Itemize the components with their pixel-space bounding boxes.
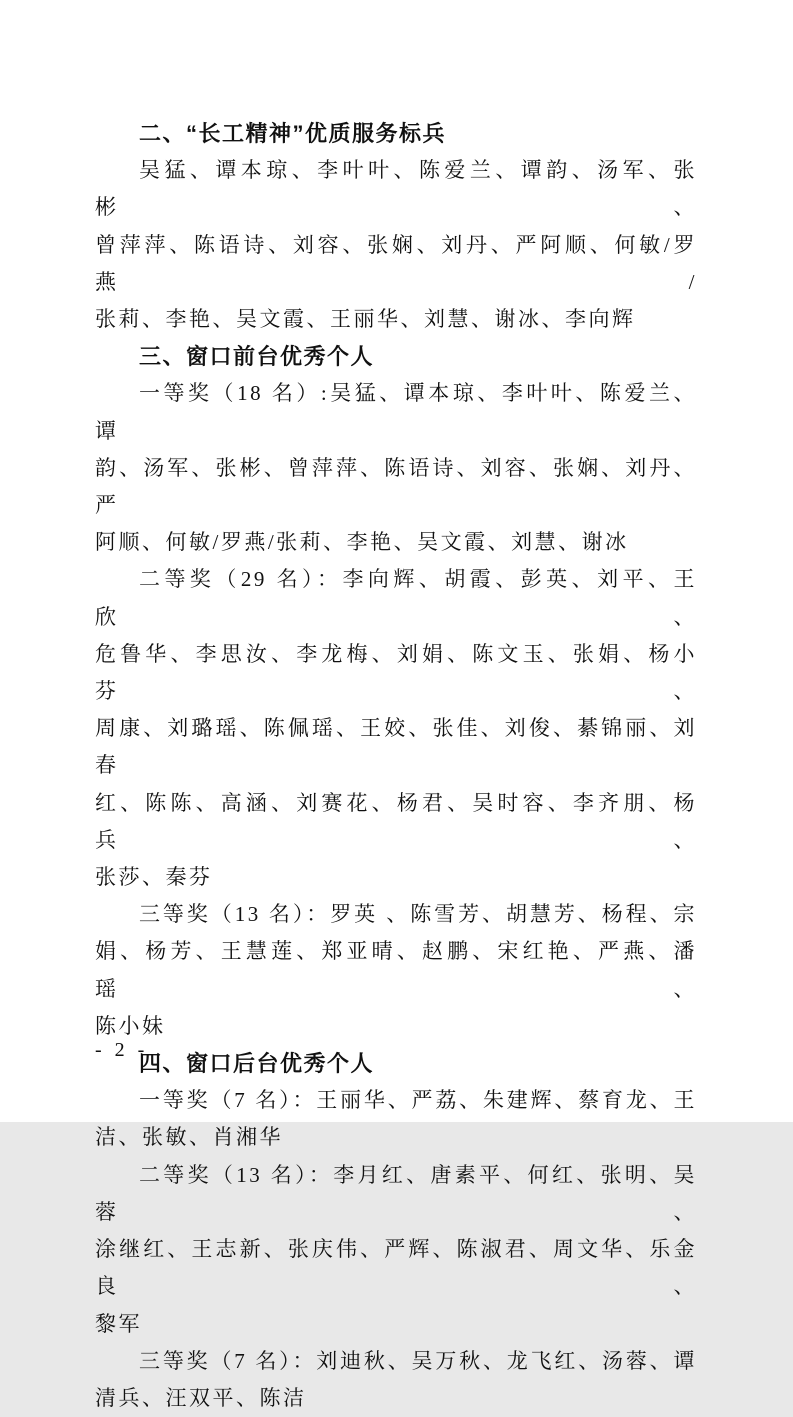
paragraph <box>95 1157 697 1343</box>
text-line: 黎军 <box>95 1311 142 1336</box>
paragraph <box>95 896 697 1045</box>
text-line: 周康、刘璐瑶、陈佩瑶、王姣、张佳、刘俊、綦锦丽、刘春 <box>95 716 697 778</box>
text-line: 三等奖（13 名）：罗英 、陈雪芳、胡慧芳、杨程、宗 <box>139 902 697 927</box>
paragraph <box>95 1343 697 1417</box>
text-line: 张莎、秦芬 <box>95 865 213 890</box>
text-line: 洁、张敏、肖湘华 <box>95 1125 283 1150</box>
paragraph <box>95 152 697 338</box>
text-line: 危鲁华、李思汝、李龙梅、刘娟、陈文玉、张娟、杨小芬、 <box>95 641 697 704</box>
text-line: 吴猛、谭本琼、李叶叶、陈爱兰、谭韵、汤军、张彬、 <box>95 158 697 220</box>
text-line: 曾萍萍、陈语诗、刘容、张娴、刘丹、严阿顺、何敏/罗燕/ <box>95 232 697 294</box>
paragraph <box>95 1082 697 1156</box>
text-line: 二等奖（13 名）：李月红、唐素平、何红、张明、吴蓉、 <box>95 1162 697 1224</box>
text-line: 清兵、汪双平、陈洁 <box>95 1385 307 1410</box>
document-body <box>95 115 697 1417</box>
section <box>95 1045 697 1417</box>
text-line: 二等奖（29 名）：李向辉、胡霞、彭英、刘平、王欣、 <box>95 567 697 629</box>
text-line: 陈小妹 <box>95 1013 166 1038</box>
text-line: 一等奖（7 名）：王丽华、严荔、朱建辉、蔡育龙、王 <box>139 1088 697 1113</box>
text-line: 阿顺、何敏/罗燕/张莉、李艳、吴文霞、刘慧、谢冰 <box>95 530 629 555</box>
text-line: 韵、汤军、张彬、曾萍萍、陈语诗、刘容、张娴、刘丹、严 <box>95 455 697 518</box>
section <box>95 115 697 338</box>
section <box>95 338 697 1045</box>
text-line: 三等奖（7 名）：刘迪秋、吴万秋、龙飞红、汤蓉、谭 <box>139 1348 697 1373</box>
text-line: 红、陈陈、高涵、刘赛花、杨君、吴时容、李齐朋、杨兵、 <box>95 790 697 852</box>
text-line: 张莉、李艳、吴文霞、王丽华、刘慧、谢冰、李向辉 <box>95 307 636 332</box>
text-line: 一等奖（18 名）:吴猛、谭本琼、李叶叶、陈爱兰、谭 <box>95 381 697 443</box>
section-heading: 四、窗口后台优秀个人 <box>139 1051 375 1077</box>
section-heading: 三、窗口前台优秀个人 <box>139 344 375 370</box>
section-heading: 二、“长工精神”优质服务标兵 <box>139 121 447 146</box>
paragraph <box>95 561 697 896</box>
paragraph <box>95 375 697 561</box>
text-line: 娟、杨芳、王慧莲、郑亚晴、赵鹏、宋红艳、严燕、潘瑶、 <box>95 939 697 1001</box>
text-line: 涂继红、王志新、张庆伟、严辉、陈淑君、周文华、乐金良、 <box>95 1237 697 1299</box>
page-number: - 2 - <box>95 1039 149 1061</box>
